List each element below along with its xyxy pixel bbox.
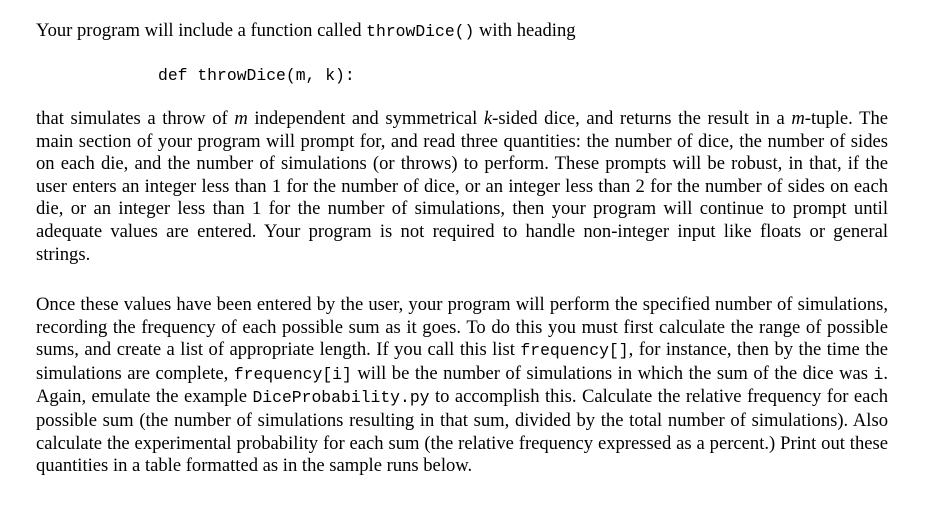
para2-text-1: Once these values have been entered by the user, your program will perform the specified number of simulations, recording the frequency of each possible sum as it goes. To do this you must first calculate the range of possible sums, and create a list of appropriate length. If you call this list [36,294,888,361]
para2-text-5: to accomplish this. Calculate the relative frequency for each possible sum (the number of simulations resulting in that sum, divided by the total number of simulations). Also calculate the experimental probability for each sum (the relative frequency expressed as a percent.) Print out these quantities in a table formatted as in the sample runs below. [36,386,888,477]
frequency-list-code: frequency[] [520,341,629,361]
para2-text-3: will be the number of simulations in which the sum of the dice was [351,362,874,384]
function-signature-code: def throwDice(m, k): [158,66,355,85]
para2-text-4: . Again, emulate the example [36,362,889,408]
intro-text-2: with heading [474,20,576,41]
para1-text-2: independent and symmetrical [247,108,484,129]
intro-line [36,20,576,44]
example-filename-code: DiceProbability.py [252,388,430,408]
frequency-index-code: frequency[i] [233,364,352,384]
variable-m: m [234,108,248,129]
para1-text-4: -tuple. The main section of your program will prompt for, and read three quantities: the number of dice, the number of sides on each die, and the number of simulations (or throws) to perform. These prompts will be robust, in that, if the user enters an integer less than 1 for the number of dice, or an integer less than 2 for the number of sides on each die, or an integer less than 1 for the number of simulations, then your program will continue to prompt until adequate values are entered. Your program is not required to handle non-integer input like floats or general strings. [36,108,888,265]
para1-text-3: -sided dice, and returns the result in a [492,108,792,129]
variable-m-tuple: m [791,108,805,129]
variable-k: k [483,108,493,129]
para1-text-1: that simulates a throw of [36,108,235,129]
function-name-code: throwDice() [366,22,475,41]
paragraph-simulation-description [36,294,888,478]
paragraph-function-description [36,108,888,266]
para2-text-2: , for instance, then by the time the simulations are complete, [36,339,888,384]
index-i-code: i [873,364,884,384]
intro-text-1: Your program will include a function called [36,20,367,41]
